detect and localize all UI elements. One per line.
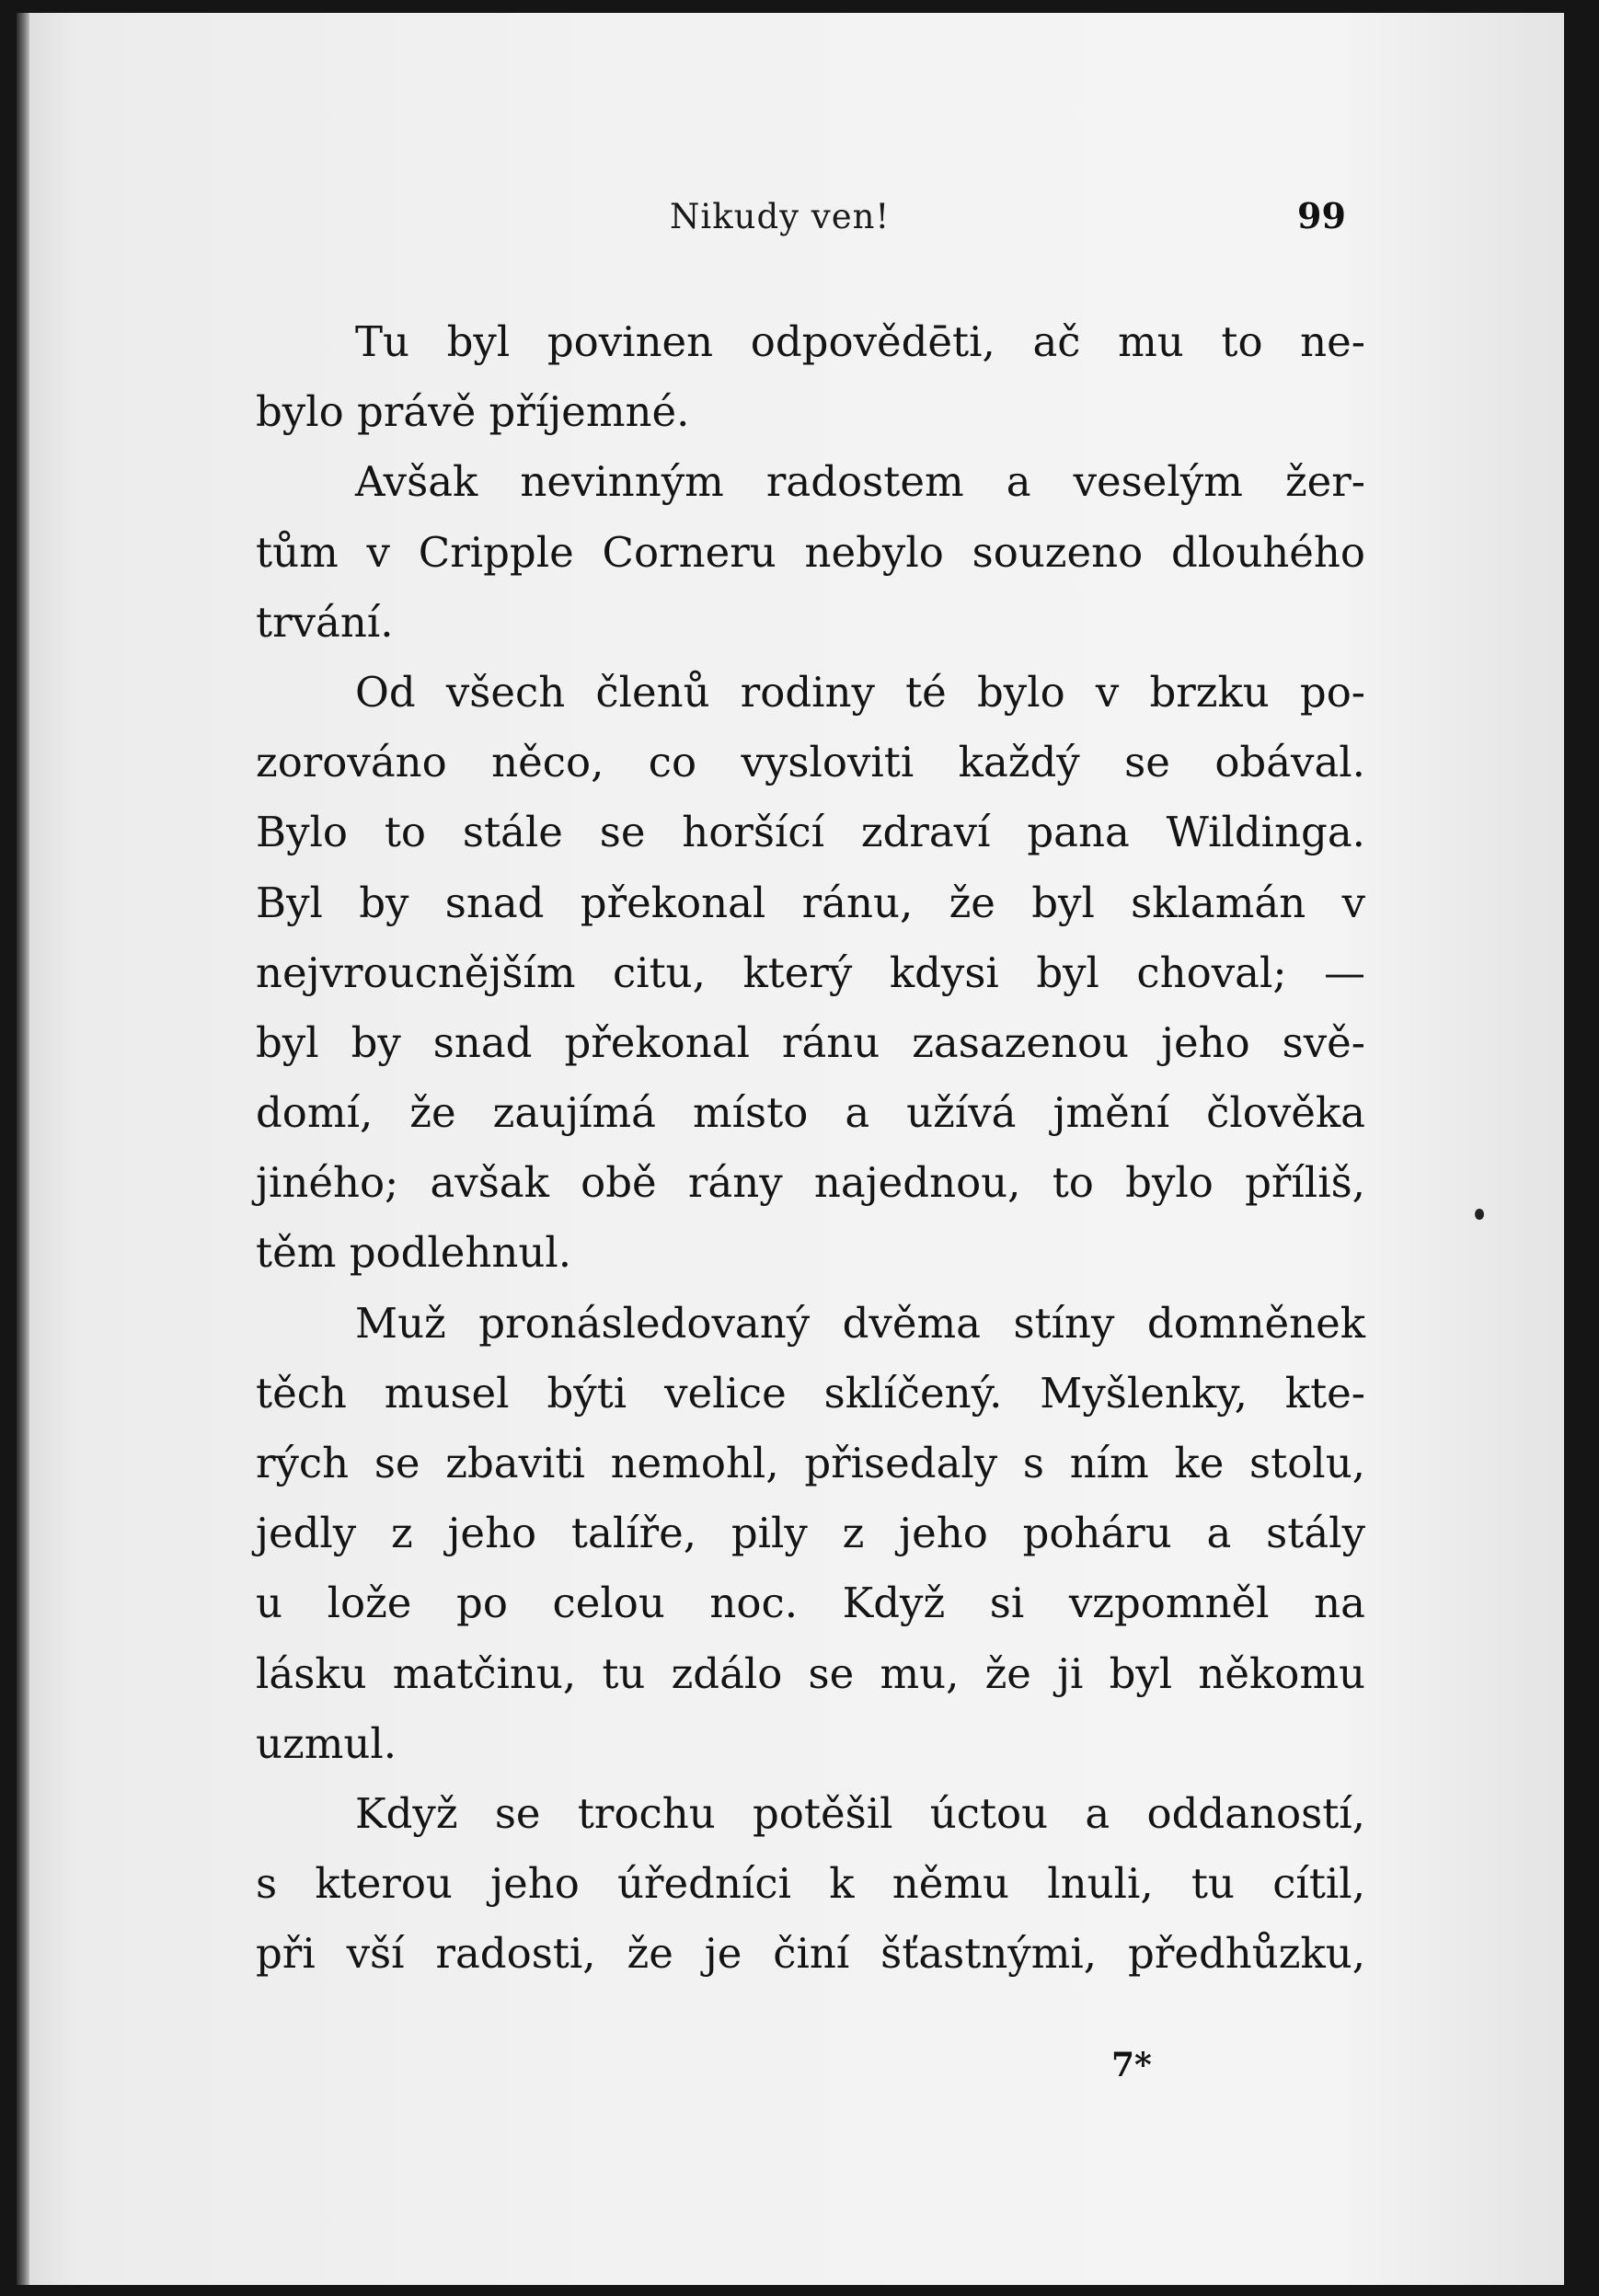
text-line: domí, že zaujímá místo a užívá jmění člověka <box>256 1088 1365 1138</box>
page-binding-edge <box>17 13 29 2285</box>
text-line: zorováno něco, co vysloviti každý se obával. <box>256 738 1365 787</box>
text-line: u lože po celou noc. Když si vzpomněl na <box>256 1578 1365 1628</box>
text-line: jedly z jeho talíře, pily z jeho poháru a stály <box>256 1509 1365 1558</box>
text-line: při vší radosti, že je činí šťastnými, předhůzku, <box>256 1929 1365 1979</box>
text-line: Byl by snad překonal ránu, že byl sklamán v <box>256 878 1365 927</box>
text-line: těm podlehnul. <box>256 1228 572 1278</box>
ink-speck <box>1475 1209 1484 1220</box>
running-head: Nikudy ven! <box>670 197 891 236</box>
signature-mark: 7* <box>1111 2046 1152 2084</box>
text-line: nejvroucnějším citu, který kdysi byl choval; — <box>256 947 1365 997</box>
text-line: bylo právě příjemné. <box>256 387 690 437</box>
page-number: 99 <box>1297 195 1346 236</box>
text-line: uzmul. <box>256 1718 397 1768</box>
text-line: jiného; avšak obě rány najednou, to bylo příliš, <box>256 1158 1365 1208</box>
book-page <box>17 13 1564 2285</box>
text-line: lásku matčinu, tu zdálo se mu, že ji byl někomu <box>256 1648 1365 1698</box>
text-line: s kterou jeho úředníci k němu lnuli, tu cítil, <box>256 1859 1365 1909</box>
text-line: rých se zbaviti nemohl, přisedaly s ním ke stolu, <box>256 1439 1365 1487</box>
text-line: trvání. <box>256 597 394 647</box>
body-text <box>256 307 1365 1990</box>
text-line: Tu byl povinen odpovědēti, ač mu to ne- <box>355 317 1365 366</box>
text-line: těch musel býti velice sklíčený. Myšlenky, kte- <box>256 1368 1365 1418</box>
text-line: Bylo to stále se horšící zdraví pana Wildinga. <box>256 808 1365 857</box>
text-line: Muž pronásledovaný dvěma stíny domněnek <box>355 1298 1365 1348</box>
text-line: Od všech členů rodiny té bylo v brzku po- <box>355 667 1365 717</box>
text-line: Avšak nevinným radostem a veselým žer- <box>355 457 1365 507</box>
text-line: tům v Cripple Corneru nebylo souzeno dlouhého <box>256 527 1365 577</box>
text-line: Když se trochu potěšil úctou a oddaností, <box>355 1788 1365 1838</box>
text-line: byl by snad překonal ránu zasazenou jeho svě- <box>256 1017 1365 1067</box>
